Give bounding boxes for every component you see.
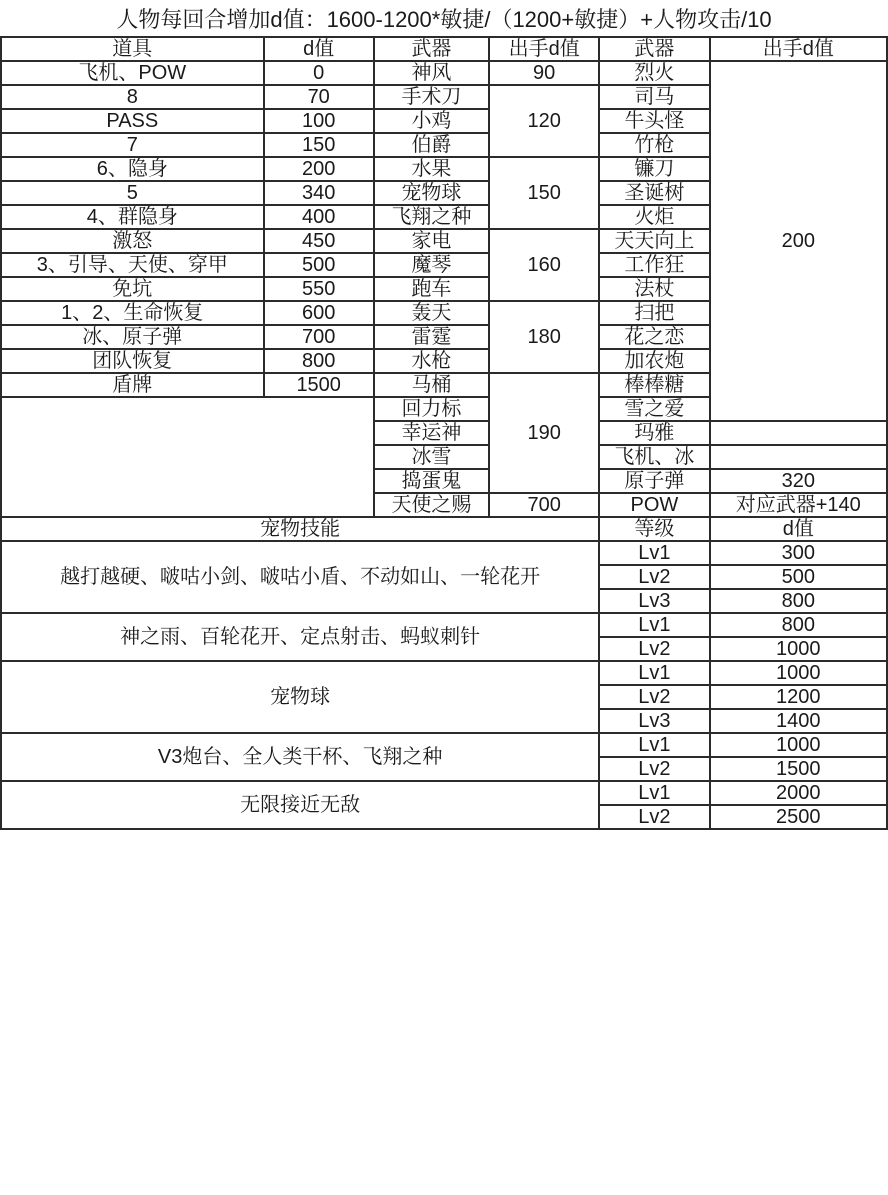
table-header-row [1,37,887,61]
weapon-right-name: 司马 [599,85,709,109]
item-name: PASS [1,109,264,133]
weapon-left-d: 700 [489,493,599,517]
weapon-right-name: 雪之爱 [599,397,709,421]
item-dvalue: 550 [264,277,374,301]
item-dvalue: 700 [264,325,374,349]
weapon-left-d: 120 [489,85,599,157]
item-name: 盾牌 [1,373,264,397]
weapon-right-name: 飞机、冰 [599,445,709,469]
weapon-left-name: 幸运神 [374,421,489,445]
pet-skill-row [1,733,887,757]
weapon-right-d-empty [710,445,887,469]
weapon-left-name: 捣蛋鬼 [374,469,489,493]
pet-skill-level: Lv3 [599,589,709,613]
weapon-right-name: 扫把 [599,301,709,325]
item-name: 1、2、生命恢复 [1,301,264,325]
pet-skill-dvalue: 800 [710,589,887,613]
pet-skill-level: Lv1 [599,613,709,637]
pet-skill-level: Lv1 [599,733,709,757]
weapon-left-name: 轰天 [374,301,489,325]
weapon-left-name: 小鸡 [374,109,489,133]
pet-skill-dvalue: 300 [710,541,887,565]
pet-skill-name: 越打越硬、啵咕小剑、啵咕小盾、不动如山、一轮花开 [1,541,599,613]
pet-skill-level: Lv1 [599,541,709,565]
pet-skill-row [1,781,887,805]
item-name: 3、引导、天使、穿甲 [1,253,264,277]
pet-skill-level: Lv2 [599,685,709,709]
header-attack-d-left: 出手d值 [489,37,599,61]
weapon-left-d: 160 [489,229,599,301]
header-pet-skill: 宠物技能 [1,517,599,541]
weapon-right-d-empty [710,421,887,445]
pet-skill-row [1,661,887,685]
item-name: 飞机、POW [1,61,264,85]
weapon-right-name: 圣诞树 [599,181,709,205]
weapon-right-name: 玛雅 [599,421,709,445]
pet-skill-name: 宠物球 [1,661,599,733]
weapon-left-d: 150 [489,157,599,229]
weapon-right-name: POW [599,493,709,517]
pet-skill-dvalue: 1000 [710,661,887,685]
weapon-left-d: 180 [489,301,599,373]
weapon-right-name: 镰刀 [599,157,709,181]
item-name: 激怒 [1,229,264,253]
weapon-right-name: 工作狂 [599,253,709,277]
weapon-left-d: 90 [489,61,599,85]
item-dvalue: 100 [264,109,374,133]
pet-skill-dvalue: 2500 [710,805,887,829]
weapon-right-name: 天天向上 [599,229,709,253]
item-name: 免坑 [1,277,264,301]
weapon-right-name: 法杖 [599,277,709,301]
item-dvalue: 340 [264,181,374,205]
header-item: 道具 [1,37,264,61]
header-level: 等级 [599,517,709,541]
pet-skill-dvalue: 1000 [710,637,887,661]
pet-skill-level: Lv2 [599,757,709,781]
header-weapon-left: 武器 [374,37,489,61]
item-dvalue: 450 [264,229,374,253]
header-attack-d-right: 出手d值 [710,37,887,61]
item-dvalue: 800 [264,349,374,373]
item-dvalue: 500 [264,253,374,277]
pet-skill-dvalue: 1500 [710,757,887,781]
header-dvalue: d值 [264,37,374,61]
pet-skill-level: Lv2 [599,637,709,661]
weapon-right-name: 竹枪 [599,133,709,157]
weapon-left-name: 跑车 [374,277,489,301]
sheet-title: 人物每回合增加d值：1600-1200*敏捷/（1200+敏捷）+人物攻击/10 [116,6,772,32]
pet-skill-level: Lv2 [599,805,709,829]
item-dvalue: 200 [264,157,374,181]
weapon-left-name: 神风 [374,61,489,85]
pet-skill-level: Lv1 [599,661,709,685]
item-dvalue: 1500 [264,373,374,397]
item-name: 5 [1,181,264,205]
pet-skill-name: 神之雨、百轮花开、定点射击、蚂蚁刺针 [1,613,599,661]
pet-skill-name: V3炮台、全人类干杯、飞翔之种 [1,733,599,781]
weapon-left-name: 冰雪 [374,445,489,469]
item-name: 7 [1,133,264,157]
item-name: 6、隐身 [1,157,264,181]
pet-skill-dvalue: 500 [710,565,887,589]
empty-region [1,397,374,517]
pet-skill-dvalue: 1200 [710,685,887,709]
weapon-left-name: 伯爵 [374,133,489,157]
weapon-right-d: 对应武器+140 [710,493,887,517]
weapon-right-name: 原子弹 [599,469,709,493]
pet-skill-level: Lv2 [599,565,709,589]
weapon-right-name: 棒棒糖 [599,373,709,397]
weapon-left-name: 手术刀 [374,85,489,109]
weapon-left-name: 水枪 [374,349,489,373]
weapon-left-name: 魔琴 [374,253,489,277]
weapon-right-d: 320 [710,469,887,493]
weapon-left-name: 马桶 [374,373,489,397]
weapon-right-name: 花之恋 [599,325,709,349]
item-name: 冰、原子弹 [1,325,264,349]
weapon-right-name: 牛头怪 [599,109,709,133]
weapon-left-name: 水果 [374,157,489,181]
pet-skill-row [1,613,887,637]
item-name: 团队恢复 [1,349,264,373]
pet-skill-dvalue: 1000 [710,733,887,757]
weapon-left-name: 回力标 [374,397,489,421]
pet-skill-level: Lv3 [599,709,709,733]
weapon-left-name: 雷霆 [374,325,489,349]
item-name: 8 [1,85,264,109]
weapon-left-name: 飞翔之种 [374,205,489,229]
pet-skill-name: 无限接近无敌 [1,781,599,829]
weapon-right-name: 烈火 [599,61,709,85]
main-table [0,36,888,830]
header-weapon-right: 武器 [599,37,709,61]
item-dvalue: 600 [264,301,374,325]
item-name: 4、群隐身 [1,205,264,229]
header-pet-d: d值 [710,517,887,541]
weapon-right-name: 加农炮 [599,349,709,373]
item-dvalue: 70 [264,85,374,109]
item-dvalue: 150 [264,133,374,157]
table-row [1,61,887,85]
weapon-right-d: 200 [710,61,887,421]
item-dvalue: 0 [264,61,374,85]
pet-skill-dvalue: 800 [710,613,887,637]
weapon-left-name: 宠物球 [374,181,489,205]
weapon-left-name: 家电 [374,229,489,253]
weapon-right-name: 火炬 [599,205,709,229]
pet-skill-level: Lv1 [599,781,709,805]
pet-skill-row [1,541,887,565]
pet-skill-dvalue: 2000 [710,781,887,805]
pet-skill-header-row [1,517,887,541]
weapon-left-name: 天使之赐 [374,493,489,517]
weapon-left-d: 190 [489,373,599,493]
pet-skill-dvalue: 1400 [710,709,887,733]
item-dvalue: 400 [264,205,374,229]
